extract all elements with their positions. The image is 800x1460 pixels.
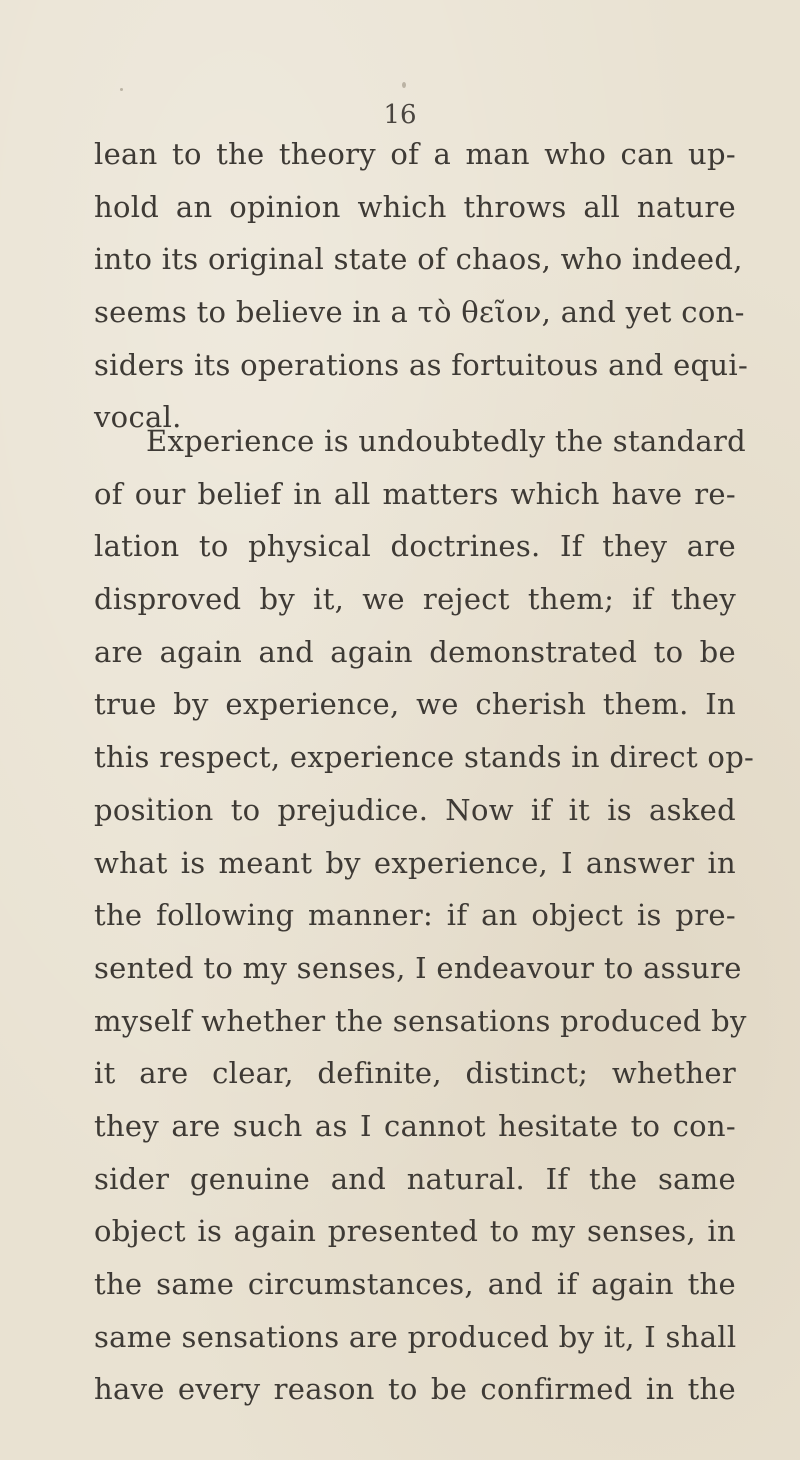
- text-line: sider genuine and natural. If the same: [94, 1161, 736, 1196]
- text-line: are again and again demonstrated to be: [94, 634, 736, 669]
- paper-speck: [120, 88, 123, 91]
- text-line: siders its operations as fortuitous and equi-: [94, 347, 749, 382]
- text-line: they are such as I cannot hesitate to con-: [94, 1108, 736, 1143]
- text-line: disproved by it, we reject them; if they: [94, 582, 736, 617]
- text-line: object is again presented to my senses, in: [94, 1214, 736, 1249]
- page-number: 16: [383, 100, 417, 130]
- text-line: true by experience, we cherish them. In: [94, 687, 736, 722]
- text-line: sented to my senses, I endeavour to assure: [94, 950, 742, 985]
- text-line: myself whether the sensations produced by: [94, 1003, 747, 1038]
- text-line: of our belief in all matters which have re-: [94, 476, 736, 511]
- text-line: what is meant by experience, I answer in: [94, 845, 736, 880]
- text-line: this respect, experience stands in direct op-: [94, 740, 755, 775]
- text-line: hold an opinion which throws all nature: [94, 189, 736, 224]
- text-line: position to prejudice. Now if it is asked: [94, 792, 736, 827]
- text-line: same sensations are produced by it, I shall: [94, 1319, 737, 1354]
- paper-speck: [402, 82, 406, 88]
- paragraph-1: [94, 128, 749, 444]
- text-line: have every reason to be confirmed in the: [94, 1372, 736, 1407]
- text-line: Experience is undoubtedly the standard: [146, 424, 746, 458]
- text-line: it are clear, definite, distinct; whether: [94, 1056, 736, 1091]
- text-line: the same circumstances, and if again the: [94, 1267, 736, 1301]
- text-line: vocal.: [94, 400, 182, 435]
- text-line: lean to the theory of a man who can up-: [94, 137, 736, 171]
- paragraph-2: [94, 415, 755, 1416]
- text-line: into its original state of chaos, who indeed,: [94, 242, 743, 277]
- text-line: the following manner: if an object is pre-: [94, 898, 736, 933]
- text-line: lation to physical doctrines. If they are: [94, 529, 736, 564]
- text-line: seems to believe in a τὸ θεῖον, and yet con-: [94, 295, 745, 330]
